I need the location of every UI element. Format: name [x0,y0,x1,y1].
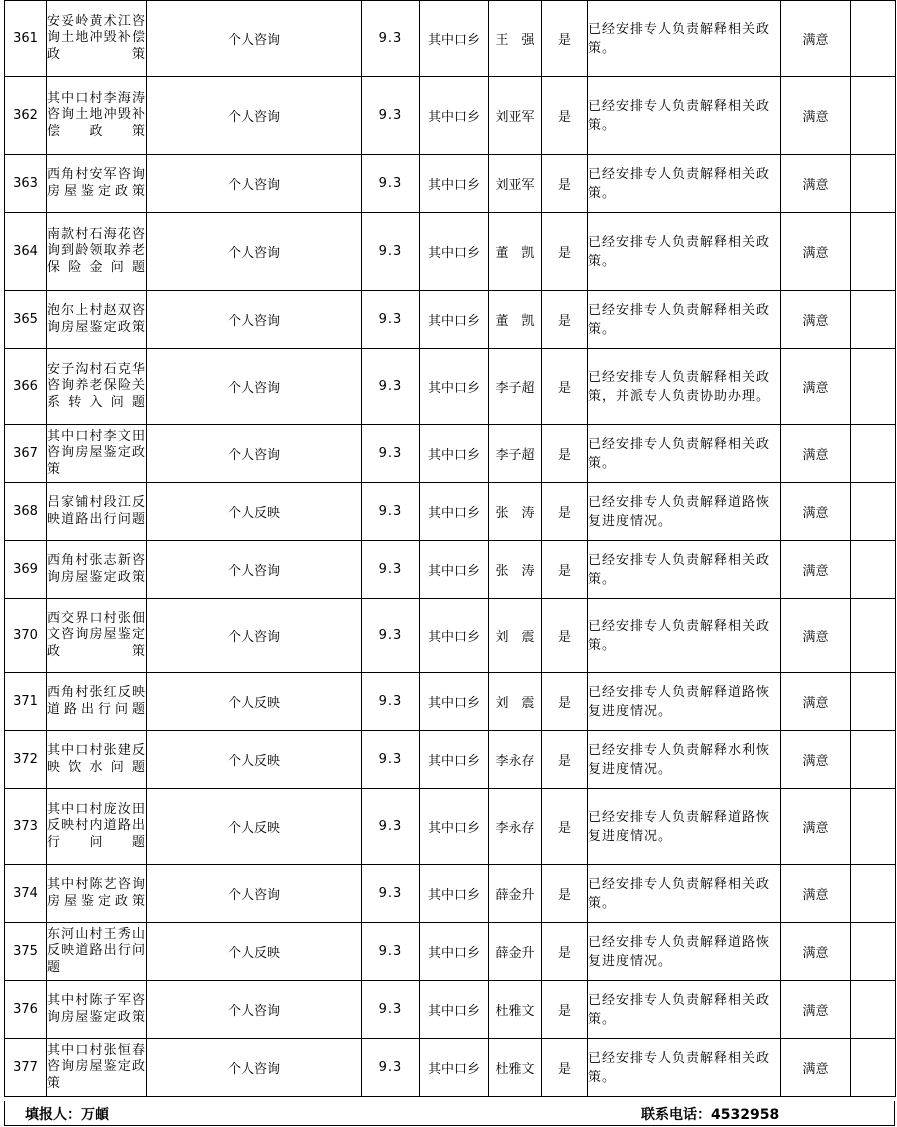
handler-name: 李永存 [489,731,542,789]
resolved-flag: 是 [542,291,588,349]
row-number: 376 [5,981,47,1039]
resolved-flag: 是 [542,77,588,155]
resolved-flag: 是 [542,1,588,77]
issue-description: 其中口村李海涛咨询土地冲毁补偿政策 [47,77,147,155]
remarks-cell [851,483,896,541]
request-type: 个人咨询 [147,213,362,291]
handler-name: 张 涛 [489,541,542,599]
issue-description: 其中口村庞汝田反映村内道路出行问题 [47,789,147,865]
satisfaction: 满意 [781,541,851,599]
table-row [5,213,896,291]
resolved-flag: 是 [542,483,588,541]
township: 其中口乡 [420,483,489,541]
request-type: 个人反映 [147,923,362,981]
handler-name: 刘 震 [489,599,542,673]
remarks-cell [851,599,896,673]
filler-label: 填报人：万頔 [25,1107,109,1123]
request-type: 个人咨询 [147,155,362,213]
table-row [5,789,896,865]
township: 其中口乡 [420,599,489,673]
table-row [5,1039,896,1097]
resolved-flag: 是 [542,923,588,981]
issue-description: 吕家铺村段江反映道路出行问题 [47,483,147,541]
issue-description: 南款村石海花咨询到龄领取养老保险金问题 [47,213,147,291]
remarks-cell [851,291,896,349]
row-number: 370 [5,599,47,673]
remarks-cell [851,77,896,155]
row-number: 366 [5,349,47,425]
date-cell: 9.3 [362,599,420,673]
contact-phone: 联系电话：4532958 [641,1107,780,1123]
request-type: 个人咨询 [147,865,362,923]
request-type: 个人咨询 [147,1,362,77]
handling-result: 已经安排专人负责解释相关政策。 [588,1,781,77]
issue-description: 西角村安军咨询房屋鉴定政策 [47,155,147,213]
table-row [5,923,896,981]
handling-result: 已经安排专人负责解释道路恢复进度情况。 [588,673,781,731]
table-row [5,541,896,599]
table-row [5,155,896,213]
issue-description: 东河山村王秀山反映道路出行问题 [47,923,147,981]
request-type: 个人咨询 [147,599,362,673]
handling-result: 已经安排专人负责解释相关政策。 [588,425,781,483]
issue-description: 其中村陈子军咨询房屋鉴定政策 [47,981,147,1039]
remarks-cell [851,1,896,77]
row-number: 368 [5,483,47,541]
request-type: 个人咨询 [147,1039,362,1097]
date-cell: 9.3 [362,291,420,349]
resolved-flag: 是 [542,1039,588,1097]
township: 其中口乡 [420,731,489,789]
remarks-cell [851,349,896,425]
satisfaction: 满意 [781,673,851,731]
remarks-cell [851,673,896,731]
handler-name: 董 凯 [489,213,542,291]
date-cell: 9.3 [362,923,420,981]
request-type: 个人咨询 [147,349,362,425]
resolved-flag: 是 [542,599,588,673]
remarks-cell [851,731,896,789]
issue-description: 其中口村李文田咨询房屋鉴定政策 [47,425,147,483]
satisfaction: 满意 [781,213,851,291]
row-number: 374 [5,865,47,923]
handler-name: 刘 震 [489,673,542,731]
row-number: 373 [5,789,47,865]
handling-result: 已经安排专人负责解释相关政策。 [588,291,781,349]
request-type: 个人咨询 [147,425,362,483]
date-cell: 9.3 [362,789,420,865]
table-footer [4,1101,895,1126]
handling-result: 已经安排专人负责解释道路恢复进度情况。 [588,789,781,865]
satisfaction: 满意 [781,349,851,425]
handler-name: 薛金升 [489,923,542,981]
handling-result: 已经安排专人负责解释道路恢复进度情况。 [588,483,781,541]
date-cell: 9.3 [362,673,420,731]
township: 其中口乡 [420,1039,489,1097]
issue-description: 安子沟村石克华咨询养老保险关系转入问题 [47,349,147,425]
date-cell: 9.3 [362,865,420,923]
township: 其中口乡 [420,77,489,155]
township: 其中口乡 [420,541,489,599]
handling-result: 已经安排专人负责解释相关政策。 [588,541,781,599]
handling-result: 已经安排专人负责解释水利恢复进度情况。 [588,731,781,789]
issue-description: 西交界口村张佃文咨询房屋鉴定政策 [47,599,147,673]
row-number: 364 [5,213,47,291]
issue-description: 其中口村张恒春咨询房屋鉴定政策 [47,1039,147,1097]
resolved-flag: 是 [542,541,588,599]
remarks-cell [851,213,896,291]
row-number: 371 [5,673,47,731]
resolved-flag: 是 [542,865,588,923]
handling-result: 已经安排专人负责解释相关政策。 [588,155,781,213]
table-row [5,349,896,425]
request-type: 个人反映 [147,483,362,541]
satisfaction: 满意 [781,981,851,1039]
remarks-cell [851,923,896,981]
satisfaction: 满意 [781,599,851,673]
satisfaction: 满意 [781,1,851,77]
issue-description: 西角村张志新咨询房屋鉴定政策 [47,541,147,599]
date-cell: 9.3 [362,981,420,1039]
remarks-cell [851,155,896,213]
date-cell: 9.3 [362,155,420,213]
township: 其中口乡 [420,981,489,1039]
handler-name: 杜雅文 [489,981,542,1039]
row-number: 367 [5,425,47,483]
resolved-flag: 是 [542,673,588,731]
resolved-flag: 是 [542,213,588,291]
remarks-cell [851,981,896,1039]
row-number: 361 [5,1,47,77]
resolved-flag: 是 [542,349,588,425]
handler-name: 李永存 [489,789,542,865]
date-cell: 9.3 [362,483,420,541]
request-type: 个人反映 [147,673,362,731]
row-number: 375 [5,923,47,981]
satisfaction: 满意 [781,731,851,789]
satisfaction: 满意 [781,425,851,483]
request-type: 个人咨询 [147,981,362,1039]
issue-description: 其中口村张建反映饮水问题 [47,731,147,789]
township: 其中口乡 [420,1,489,77]
handling-result: 已经安排专人负责解释相关政策。 [588,77,781,155]
remarks-cell [851,1039,896,1097]
date-cell: 9.3 [362,541,420,599]
handling-result: 已经安排专人负责解释道路恢复进度情况。 [588,923,781,981]
resolved-flag: 是 [542,425,588,483]
township: 其中口乡 [420,213,489,291]
township: 其中口乡 [420,673,489,731]
township: 其中口乡 [420,865,489,923]
table-row [5,425,896,483]
township: 其中口乡 [420,291,489,349]
handling-result: 已经安排专人负责解释相关政策。 [588,981,781,1039]
resolved-flag: 是 [542,981,588,1039]
row-number: 372 [5,731,47,789]
satisfaction: 满意 [781,77,851,155]
handler-name: 王 强 [489,1,542,77]
handling-result: 已经安排专人负责解释相关政策，并派专人负责协助办理。 [588,349,781,425]
handler-name: 李子超 [489,349,542,425]
table-body [5,1,896,1097]
handler-name: 薛金升 [489,865,542,923]
date-cell: 9.3 [362,425,420,483]
remarks-cell [851,789,896,865]
handler-name: 李子超 [489,425,542,483]
township: 其中口乡 [420,349,489,425]
satisfaction: 满意 [781,483,851,541]
handling-result: 已经安排专人负责解释相关政策。 [588,1039,781,1097]
handling-result: 已经安排专人负责解释相关政策。 [588,865,781,923]
request-type: 个人咨询 [147,541,362,599]
row-number: 377 [5,1039,47,1097]
row-number: 363 [5,155,47,213]
date-cell: 9.3 [362,1,420,77]
table-row [5,673,896,731]
date-cell: 9.3 [362,731,420,789]
record-table [4,0,896,1097]
township: 其中口乡 [420,789,489,865]
table-row [5,483,896,541]
date-cell: 9.3 [362,77,420,155]
handling-result: 已经安排专人负责解释相关政策。 [588,599,781,673]
request-type: 个人反映 [147,731,362,789]
request-type: 个人反映 [147,789,362,865]
resolved-flag: 是 [542,155,588,213]
table-row [5,77,896,155]
row-number: 365 [5,291,47,349]
satisfaction: 满意 [781,155,851,213]
handler-name: 刘亚军 [489,155,542,213]
date-cell: 9.3 [362,349,420,425]
issue-description: 安妥岭黄术江咨询土地冲毁补偿政策 [47,1,147,77]
satisfaction: 满意 [781,865,851,923]
issue-description: 泡尔上村赵双咨询房屋鉴定政策 [47,291,147,349]
handler-name: 刘亚军 [489,77,542,155]
remarks-cell [851,865,896,923]
table-row [5,291,896,349]
row-number: 362 [5,77,47,155]
table-row [5,1,896,77]
handler-name: 杜雅文 [489,1039,542,1097]
township: 其中口乡 [420,923,489,981]
request-type: 个人咨询 [147,77,362,155]
table-row [5,599,896,673]
date-cell: 9.3 [362,1039,420,1097]
satisfaction: 满意 [781,789,851,865]
handling-result: 已经安排专人负责解释相关政策。 [588,213,781,291]
resolved-flag: 是 [542,731,588,789]
issue-description: 西角村张红反映道路出行问题 [47,673,147,731]
satisfaction: 满意 [781,923,851,981]
township: 其中口乡 [420,155,489,213]
issue-description: 其中村陈艺咨询房屋鉴定政策 [47,865,147,923]
date-cell: 9.3 [362,213,420,291]
table-row [5,865,896,923]
remarks-cell [851,425,896,483]
handler-name: 董 凯 [489,291,542,349]
handler-name: 张 涛 [489,483,542,541]
resolved-flag: 是 [542,789,588,865]
request-type: 个人咨询 [147,291,362,349]
satisfaction: 满意 [781,1039,851,1097]
row-number: 369 [5,541,47,599]
satisfaction: 满意 [781,291,851,349]
table-row [5,981,896,1039]
remarks-cell [851,541,896,599]
table-row [5,731,896,789]
township: 其中口乡 [420,425,489,483]
